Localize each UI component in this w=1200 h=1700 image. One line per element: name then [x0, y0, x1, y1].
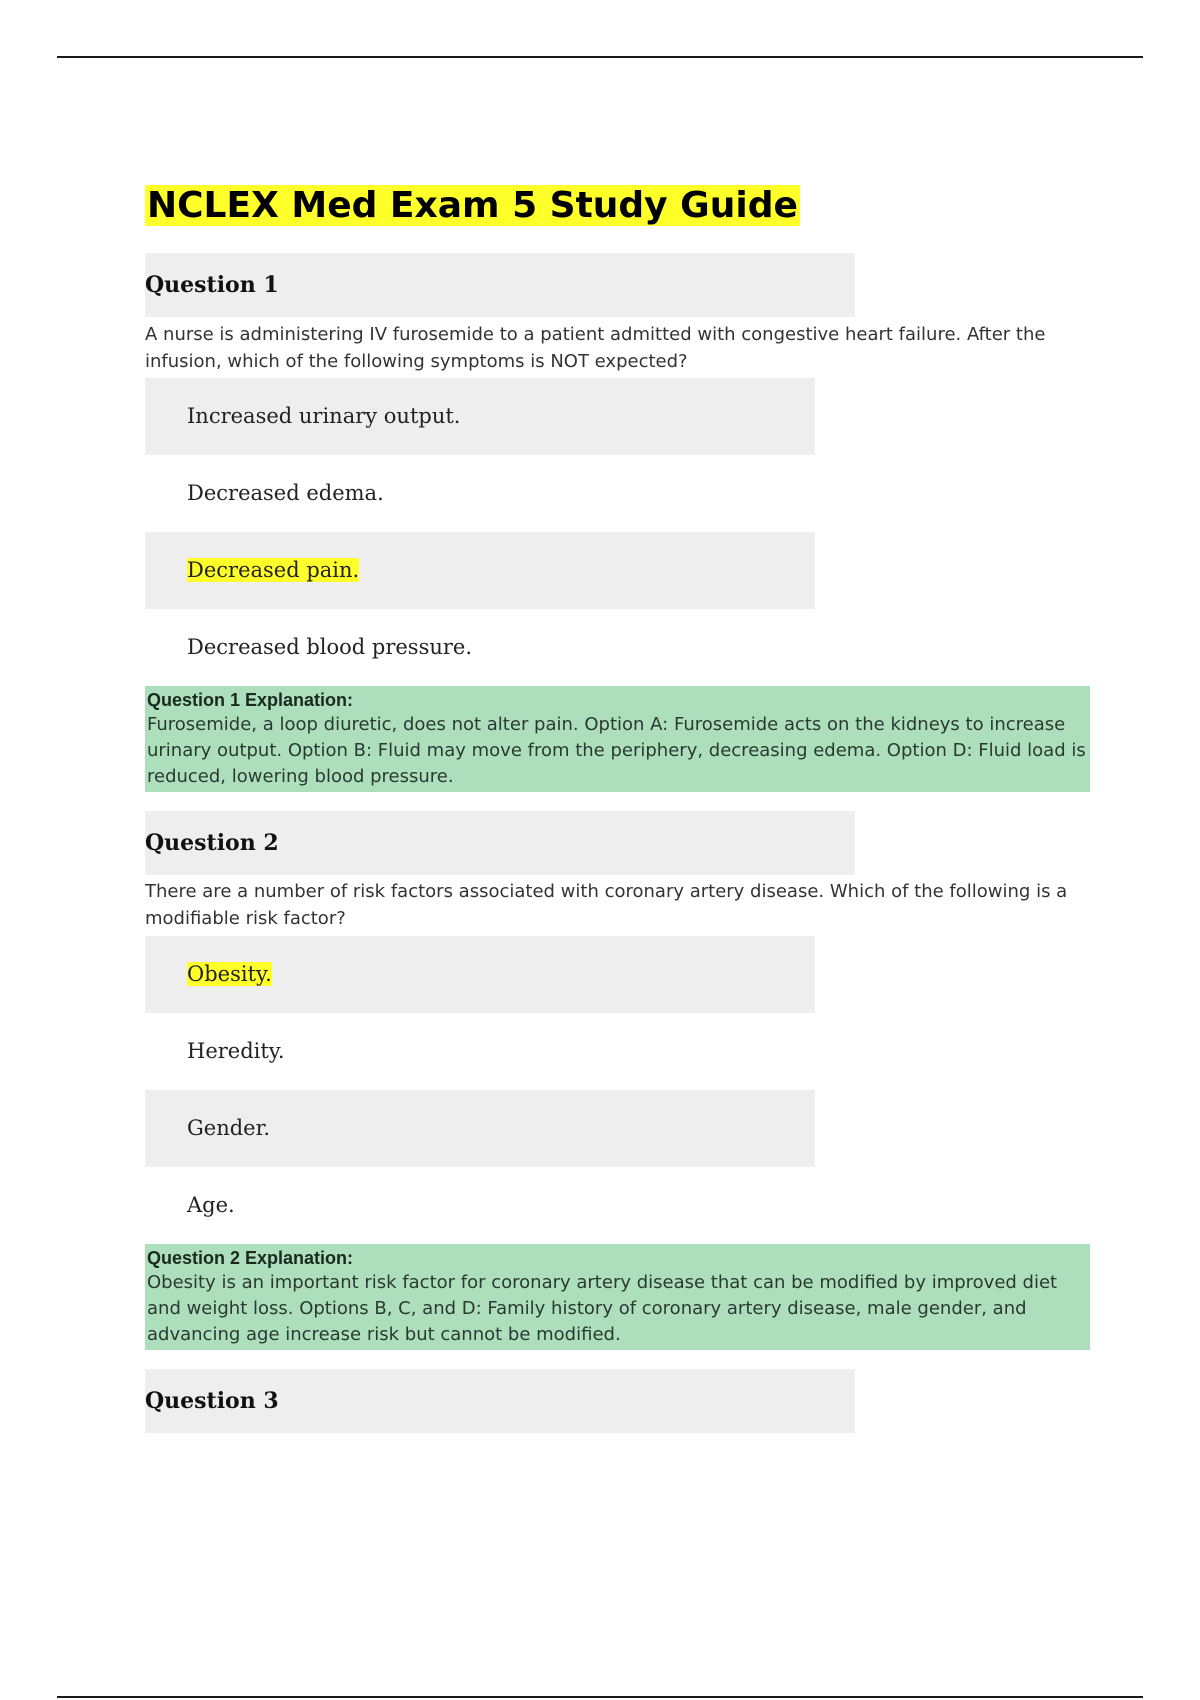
highlighted-answer: Decreased pain. [187, 558, 360, 582]
highlighted-answer: Obesity. [187, 962, 272, 986]
question-2-option-d: Age. [187, 1193, 235, 1217]
question-1-option-d: Decreased blood pressure. [187, 635, 473, 659]
explanation-title: Question 1 Explanation: [147, 690, 354, 710]
question-2-option-a [145, 936, 815, 1013]
question-2-option-c: Gender. [145, 1090, 815, 1167]
question-1-option-c [145, 532, 815, 609]
top-rule [57, 56, 1143, 58]
question-2-explanation [145, 1244, 1090, 1350]
page-title: NCLEX Med Exam 5 Study Guide [147, 185, 798, 226]
question-1-explanation [145, 686, 1090, 792]
explanation-text: Obesity is an important risk factor for coronary artery disease that can be modified by improved diet and weight loss. Options B, C, and D: Family history of coronary artery disease, male gender, and advancing age increase risk but cannot be modified. [147, 1272, 1058, 1345]
question-1-option-a: Increased urinary output. [145, 378, 815, 455]
question-3-header: Question 3 [145, 1369, 855, 1433]
question-2-header: Question 2 [145, 811, 855, 875]
explanation-text: Furosemide, a loop diuretic, does not alter pain. Option A: Furosemide acts on the kidneys to increase urinary output. Option B: Fluid may move from the periphery, decreasing edema. Option D: Fluid load is reduced, lowering blood pressure. [147, 714, 1086, 787]
bottom-rule [57, 1696, 1143, 1698]
question-2-text: There are a number of risk factors associated with coronary artery disease. Which of the following is a modifiable risk factor? [145, 881, 1068, 929]
question-2-option-b: Heredity. [187, 1039, 285, 1063]
question-1-text: A nurse is administering IV furosemide to a patient admitted with congestive heart failure. After the infusion, which of the following symptoms is NOT expected? [145, 324, 1046, 372]
question-1-option-b: Decreased edema. [187, 481, 384, 505]
question-1-header: Question 1 [145, 253, 855, 317]
explanation-title: Question 2 Explanation: [147, 1248, 354, 1268]
